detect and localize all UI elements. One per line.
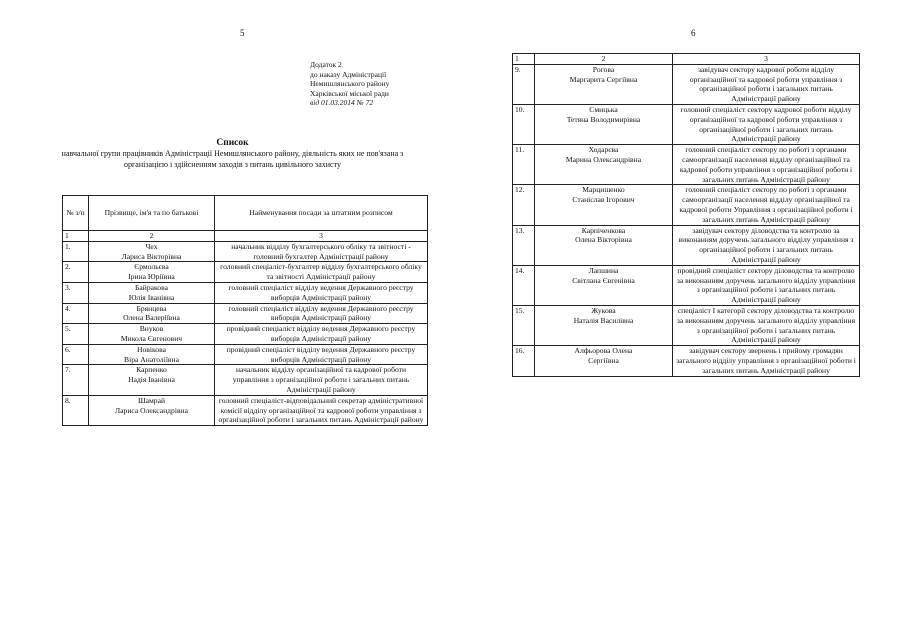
index-cell: 3 <box>673 54 860 65</box>
given-names: Наталія Василівна <box>573 315 634 325</box>
table-row <box>513 305 860 345</box>
table-row <box>513 346 860 376</box>
table-index-row <box>513 54 860 65</box>
table-row <box>513 265 860 305</box>
person-name <box>89 344 215 365</box>
employee-table-right <box>512 53 860 377</box>
table-row <box>513 64 860 104</box>
surname: Марцишенко <box>582 185 625 195</box>
position-cell: головний спеціаліст сектору кадрової роботи відділу організаційної та кадрової роботи управління з організаційної роботи і загальних питань Адміністрації району <box>673 104 860 144</box>
row-number: 7. <box>63 365 89 395</box>
table-row <box>513 104 860 144</box>
table-row <box>63 241 428 262</box>
employee-table-left <box>62 195 428 426</box>
row-number: 8. <box>63 395 89 425</box>
document-title: Список <box>216 138 249 148</box>
given-names: Надія Іванівна <box>128 375 175 385</box>
person-name <box>89 282 215 303</box>
person-name <box>89 365 215 395</box>
row-number: 5. <box>63 324 89 345</box>
addendum-line: Додаток 2 <box>310 60 342 69</box>
position-cell: головний спеціаліст-бухгалтер відділу бухгалтерського обліку та звітності Адміністрації району <box>215 262 428 283</box>
table-row <box>63 303 428 324</box>
person-name <box>535 64 673 104</box>
table-row <box>63 262 428 283</box>
given-names: Світлана Євгенівна <box>572 275 635 285</box>
given-names: Маргарита Сергіївна <box>569 74 638 84</box>
position-cell: завідувач сектору звернень і прийому громадян загального відділу управління з організаційної роботи і загальних питань Адміністрації району <box>673 346 860 376</box>
position-cell: головний спеціаліст сектору по роботі з органами самоорганізації населення відділу організаційної та кадрової роботи управління з організаційної роботи і загальних питань Адміністрації району <box>673 145 860 185</box>
position-cell: головний спеціаліст відділу ведення Державного реєстру виборців Адміністрації району <box>215 303 428 324</box>
position-cell: завідувач сектору діловодства та контролю за виконанням доручень загального відділу управління з організаційної роботи і загальних питань Адміністрації району <box>673 225 860 265</box>
row-number: 9. <box>513 64 535 104</box>
row-number: 16. <box>513 346 535 376</box>
row-number: 4. <box>63 303 89 324</box>
table-row <box>63 365 428 395</box>
document-subtitle: навчальної групи працівників Адміністрації Немишлянського району, діяльність яких не пов'язана з організацією і здійсненням заходів з питань цивільного захисту <box>61 149 404 169</box>
row-number: 2. <box>63 262 89 283</box>
given-names: Сергіївна <box>588 355 619 365</box>
surname: Чех <box>145 241 158 251</box>
page-number: 6 <box>691 28 696 38</box>
surname: Новікова <box>137 344 166 354</box>
position-cell: головний спеціаліст відділу ведення Державного реєстру виборців Адміністрації району <box>215 282 428 303</box>
surname: Брянцева <box>136 303 167 313</box>
table-row <box>63 395 428 425</box>
row-number: 10. <box>513 104 535 144</box>
row-number: 12. <box>513 185 535 225</box>
person-name <box>89 303 215 324</box>
page-number: 5 <box>240 28 245 38</box>
header-position: Найменування посади за штатним розписом <box>215 196 428 231</box>
index-cell: 2 <box>535 54 673 65</box>
row-number: 11. <box>513 145 535 185</box>
row-number: 6. <box>63 344 89 365</box>
table-row <box>513 185 860 225</box>
position-cell: начальник відділу бухгалтерського обліку та звітності - головний бухгалтер Адміністрації району <box>215 241 428 262</box>
addendum-line: Немишлянського району <box>310 79 390 89</box>
position-cell: провідний спеціаліст відділу ведення Державного реєстру виборців Адміністрації району <box>215 344 428 365</box>
given-names: Віра Анатоліївна <box>124 354 179 364</box>
given-names: Лариса Вікторівна <box>121 251 182 261</box>
table-row <box>513 225 860 265</box>
person-name <box>535 346 673 376</box>
surname: Смицька <box>589 104 618 114</box>
given-names: Тетяна Володимирівна <box>566 114 641 124</box>
row-number: 3. <box>63 282 89 303</box>
surname: Єрмольєва <box>134 262 169 272</box>
given-names: Олена Вікторівна <box>575 235 632 245</box>
person-name <box>89 241 215 262</box>
person-name <box>535 104 673 144</box>
person-name <box>89 395 215 425</box>
table-row <box>513 145 860 185</box>
table-row <box>63 324 428 345</box>
surname: Карпіченкова <box>581 225 626 235</box>
position-cell: спеціаліст І категорії сектору діловодства та контролю за виконанням доручень загального відділу управління з організаційної роботи і загальних питань Адміністрації району <box>673 305 860 345</box>
surname: Шамрай <box>137 395 166 405</box>
addendum-block <box>310 60 460 108</box>
given-names: Олена Валеріївна <box>123 313 180 323</box>
row-number: 1. <box>63 241 89 262</box>
header-name: Прізвище, ім'я та по батькові <box>89 196 215 231</box>
person-name <box>535 145 673 185</box>
header-num: № з/п <box>63 196 89 231</box>
given-names: Юлія Іванівна <box>128 292 175 302</box>
person-name <box>535 265 673 305</box>
position-cell: провідний спеціаліст відділу ведення Державного реєстру виборців Адміністрації району <box>215 324 428 345</box>
given-names: Марина Олександрівна <box>565 154 642 164</box>
surname: Жукова <box>591 305 616 315</box>
person-name <box>535 185 673 225</box>
position-cell: провідний спеціаліст сектору діловодства та контролю за виконанням доручень загального відділу управління з організаційної роботи і загальних питань Адміністрації району <box>673 265 860 305</box>
position-cell: головний спеціаліст-відповідальний секретар адміністративної комісії відділу організаційної та кадрової роботи управління з організаційної роботи і загальних питань Адміністрації району <box>215 395 428 425</box>
table-index-row <box>63 231 428 242</box>
index-cell: 2 <box>89 231 215 242</box>
given-names: Микола Євгенович <box>120 333 183 343</box>
given-names: Лариса Олександрівна <box>115 405 188 415</box>
surname: Карпенко <box>136 365 167 375</box>
surname: Алфьорова Олена <box>574 346 633 356</box>
table-header-row <box>63 196 428 231</box>
row-number: 14. <box>513 265 535 305</box>
surname: Ходарєва <box>588 145 619 155</box>
surname: Внуков <box>139 324 164 334</box>
addendum-line: Харківської міської ради <box>310 88 389 98</box>
surname: Рогова <box>592 64 615 74</box>
row-number: 15. <box>513 305 535 345</box>
surname: Лапшина <box>588 265 619 275</box>
addendum-line: до наказу Адміністрації <box>310 69 387 79</box>
person-name <box>89 324 215 345</box>
person-name <box>89 262 215 283</box>
position-cell: головний спеціаліст сектору по роботі з органами самоорганізації населення відділу організаційної та кадрової роботи Управління з організаційної роботи і загальних питань Адміністрації району <box>673 185 860 225</box>
index-cell: 1 <box>63 231 89 242</box>
position-cell: завідувач сектору кадрової роботи відділу організаційної та кадрової роботи управління з організаційної роботи і загальних питань Адміністрації району <box>673 64 860 104</box>
table-row <box>63 282 428 303</box>
given-names: Ірина Юріївна <box>128 272 175 282</box>
table-row <box>63 344 428 365</box>
row-number: 13. <box>513 225 535 265</box>
position-cell: начальник відділу організаційної та кадрової роботи управління з організаційної роботи і загальних питань Адміністрації району <box>215 365 428 395</box>
given-names: Станіслав Ігорович <box>572 195 635 205</box>
surname: Байракова <box>135 282 168 292</box>
addendum-date: від 01.03.2014 № 72 <box>310 98 374 108</box>
index-cell: 3 <box>215 231 428 242</box>
right-page <box>455 0 910 643</box>
person-name <box>535 225 673 265</box>
index-cell: 1 <box>513 54 535 65</box>
person-name <box>535 305 673 345</box>
